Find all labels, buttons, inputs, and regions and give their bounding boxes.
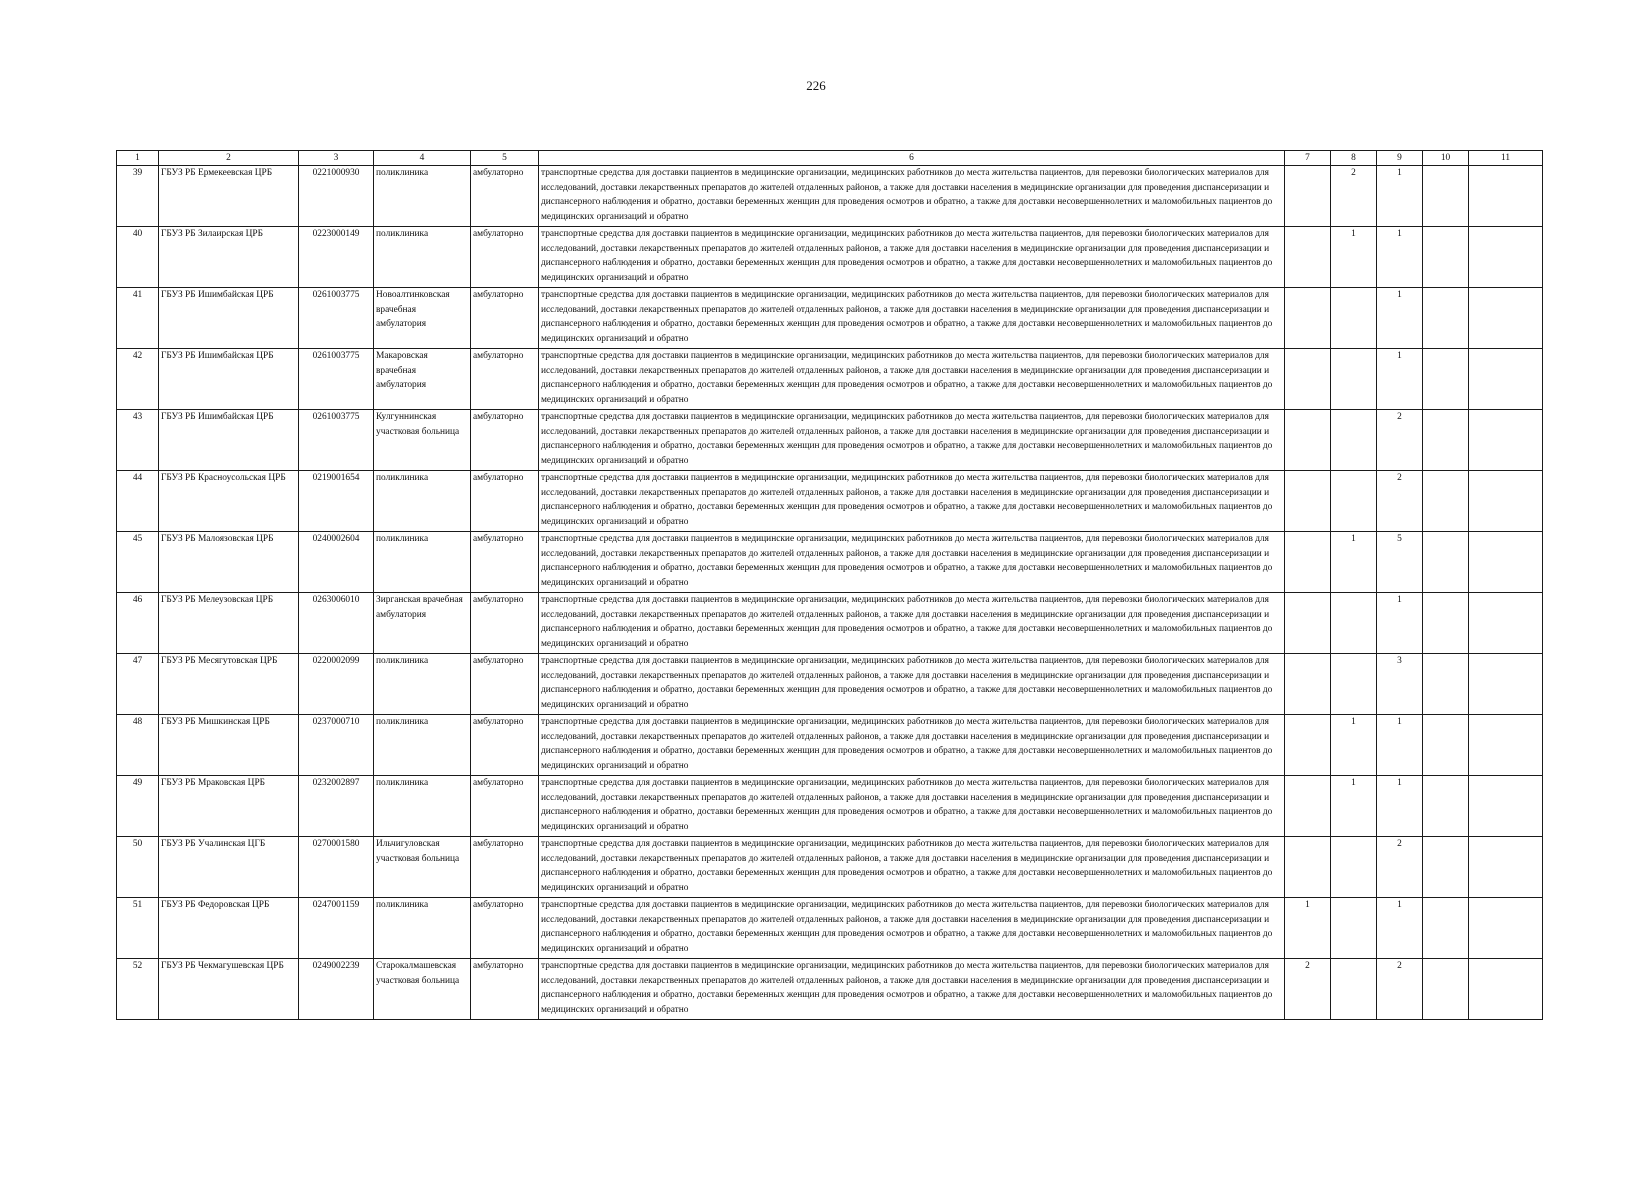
table-row	[117, 593, 1543, 654]
care-mode: амбулаторно	[471, 959, 539, 1020]
care-mode: амбулаторно	[471, 654, 539, 715]
count-col-9: 1	[1377, 776, 1423, 837]
unit-name: Старокалмашевская участковая больница	[374, 959, 471, 1020]
count-col-9: 2	[1377, 471, 1423, 532]
organization-code: 0263006010	[299, 593, 374, 654]
table-row	[117, 471, 1543, 532]
table-row	[117, 715, 1543, 776]
count-col-9: 1	[1377, 593, 1423, 654]
count-col-7: 2	[1285, 959, 1331, 1020]
count-col-11	[1469, 227, 1543, 288]
count-col-11	[1469, 288, 1543, 349]
count-col-8	[1331, 410, 1377, 471]
row-number: 44	[117, 471, 159, 532]
vehicle-purpose: транспортные средства для доставки пациентов в медицинские организации, медицинских работников до места жительства пациентов, для перевозки биологических материалов для исследований, доставки лекарственных препаратов до жителей отдаленных районов, а также для доставки населения в медицинские организации для проведения диспансеризации и диспансерного наблюдения и обратно, доставки беременных женщин для проведения осмотров и обратно, а также для доставки несовершеннолетних и маломобильных пациентов до медицинских организаций и обратно	[539, 166, 1285, 227]
count-col-7	[1285, 288, 1331, 349]
count-col-10	[1423, 593, 1469, 654]
row-number: 51	[117, 898, 159, 959]
count-col-10	[1423, 288, 1469, 349]
count-col-11	[1469, 776, 1543, 837]
count-col-10	[1423, 227, 1469, 288]
table-row	[117, 349, 1543, 410]
count-col-7: 1	[1285, 898, 1331, 959]
organization-name: ГБУЗ РБ Учалинская ЦГБ	[159, 837, 299, 898]
count-col-7	[1285, 349, 1331, 410]
count-col-9: 5	[1377, 532, 1423, 593]
unit-name: поликлиника	[374, 532, 471, 593]
vehicle-purpose: транспортные средства для доставки пациентов в медицинские организации, медицинских работников до места жительства пациентов, для перевозки биологических материалов для исследований, доставки лекарственных препаратов до жителей отдаленных районов, а также для доставки населения в медицинские организации для проведения диспансеризации и диспансерного наблюдения и обратно, доставки беременных женщин для проведения осмотров и обратно, а также для доставки несовершеннолетних и маломобильных пациентов до медицинских организаций и обратно	[539, 227, 1285, 288]
column-header-3: 3	[299, 151, 374, 166]
unit-name: Новоалтинковская врачебная амбулатория	[374, 288, 471, 349]
organization-code: 0221000930	[299, 166, 374, 227]
count-col-7	[1285, 593, 1331, 654]
vehicle-purpose: транспортные средства для доставки пациентов в медицинские организации, медицинских работников до места жительства пациентов, для перевозки биологических материалов для исследований, доставки лекарственных препаратов до жителей отдаленных районов, а также для доставки населения в медицинские организации для проведения диспансеризации и диспансерного наблюдения и обратно, доставки беременных женщин для проведения осмотров и обратно, а также для доставки несовершеннолетних и маломобильных пациентов до медицинских организаций и обратно	[539, 898, 1285, 959]
unit-name: поликлиника	[374, 776, 471, 837]
column-header-7: 7	[1285, 151, 1331, 166]
vehicle-purpose: транспортные средства для доставки пациентов в медицинские организации, медицинских работников до места жительства пациентов, для перевозки биологических материалов для исследований, доставки лекарственных препаратов до жителей отдаленных районов, а также для доставки населения в медицинские организации для проведения диспансеризации и диспансерного наблюдения и обратно, доставки беременных женщин для проведения осмотров и обратно, а также для доставки несовершеннолетних и маломобильных пациентов до медицинских организаций и обратно	[539, 837, 1285, 898]
care-mode: амбулаторно	[471, 532, 539, 593]
row-number: 52	[117, 959, 159, 1020]
care-mode: амбулаторно	[471, 288, 539, 349]
count-col-11	[1469, 898, 1543, 959]
organization-code: 0232002897	[299, 776, 374, 837]
vehicle-purpose: транспортные средства для доставки пациентов в медицинские организации, медицинских работников до места жительства пациентов, для перевозки биологических материалов для исследований, доставки лекарственных препаратов до жителей отдаленных районов, а также для доставки населения в медицинские организации для проведения диспансеризации и диспансерного наблюдения и обратно, доставки беременных женщин для проведения осмотров и обратно, а также для доставки несовершеннолетних и маломобильных пациентов до медицинских организаций и обратно	[539, 715, 1285, 776]
row-number: 50	[117, 837, 159, 898]
column-header-4: 4	[374, 151, 471, 166]
care-mode: амбулаторно	[471, 898, 539, 959]
table-row	[117, 959, 1543, 1020]
count-col-10	[1423, 349, 1469, 410]
count-col-10	[1423, 654, 1469, 715]
row-number: 40	[117, 227, 159, 288]
column-header-2: 2	[159, 151, 299, 166]
row-number: 39	[117, 166, 159, 227]
table-row	[117, 837, 1543, 898]
count-col-11	[1469, 349, 1543, 410]
care-mode: амбулаторно	[471, 715, 539, 776]
organization-code: 0240002604	[299, 532, 374, 593]
table-row	[117, 166, 1543, 227]
count-col-8: 1	[1331, 715, 1377, 776]
organization-code: 0249002239	[299, 959, 374, 1020]
organization-name: ГБУЗ РБ Мелеузовская ЦРБ	[159, 593, 299, 654]
column-header-9: 9	[1377, 151, 1423, 166]
count-col-7	[1285, 776, 1331, 837]
unit-name: Макаровская врачебная амбулатория	[374, 349, 471, 410]
count-col-9: 1	[1377, 288, 1423, 349]
column-header-10: 10	[1423, 151, 1469, 166]
count-col-10	[1423, 959, 1469, 1020]
count-col-11	[1469, 837, 1543, 898]
unit-name: поликлиника	[374, 654, 471, 715]
row-number: 49	[117, 776, 159, 837]
count-col-9: 2	[1377, 410, 1423, 471]
count-col-8	[1331, 593, 1377, 654]
care-mode: амбулаторно	[471, 837, 539, 898]
organization-name: ГБУЗ РБ Красноусольская ЦРБ	[159, 471, 299, 532]
table-row	[117, 776, 1543, 837]
unit-name: Кулгуннинская участковая больница	[374, 410, 471, 471]
organization-name: ГБУЗ РБ Зилаирская ЦРБ	[159, 227, 299, 288]
page-number: 226	[806, 78, 826, 93]
count-col-11	[1469, 959, 1543, 1020]
vehicle-purpose: транспортные средства для доставки пациентов в медицинские организации, медицинских работников до места жительства пациентов, для перевозки биологических материалов для исследований, доставки лекарственных препаратов до жителей отдаленных районов, а также для доставки населения в медицинские организации для проведения диспансеризации и диспансерного наблюдения и обратно, доставки беременных женщин для проведения осмотров и обратно, а также для доставки несовершеннолетних и маломобильных пациентов до медицинских организаций и обратно	[539, 471, 1285, 532]
count-col-8	[1331, 898, 1377, 959]
count-col-11	[1469, 715, 1543, 776]
organization-code: 0261003775	[299, 288, 374, 349]
organization-name: ГБУЗ РБ Ермекеевская ЦРБ	[159, 166, 299, 227]
row-number: 48	[117, 715, 159, 776]
organization-name: ГБУЗ РБ Ишимбайская ЦРБ	[159, 349, 299, 410]
count-col-7	[1285, 532, 1331, 593]
data-table	[116, 150, 1543, 1020]
count-col-8	[1331, 959, 1377, 1020]
count-col-8	[1331, 837, 1377, 898]
row-number: 42	[117, 349, 159, 410]
count-col-8	[1331, 349, 1377, 410]
count-col-8	[1331, 654, 1377, 715]
organization-code: 0261003775	[299, 410, 374, 471]
organization-code: 0223000149	[299, 227, 374, 288]
count-col-9: 1	[1377, 227, 1423, 288]
count-col-10	[1423, 410, 1469, 471]
care-mode: амбулаторно	[471, 349, 539, 410]
count-col-8: 2	[1331, 166, 1377, 227]
column-header-5: 5	[471, 151, 539, 166]
count-col-11	[1469, 410, 1543, 471]
count-col-8: 1	[1331, 227, 1377, 288]
count-col-9: 2	[1377, 959, 1423, 1020]
count-col-9: 1	[1377, 898, 1423, 959]
count-col-7	[1285, 166, 1331, 227]
count-col-10	[1423, 166, 1469, 227]
organization-name: ГБУЗ РБ Мишкинская ЦРБ	[159, 715, 299, 776]
care-mode: амбулаторно	[471, 471, 539, 532]
column-header-1: 1	[117, 151, 159, 166]
organization-code: 0247001159	[299, 898, 374, 959]
organization-name: ГБУЗ РБ Чекмагушевская ЦРБ	[159, 959, 299, 1020]
organization-name: ГБУЗ РБ Мраковская ЦРБ	[159, 776, 299, 837]
count-col-8	[1331, 288, 1377, 349]
count-col-11	[1469, 654, 1543, 715]
vehicle-purpose: транспортные средства для доставки пациентов в медицинские организации, медицинских работников до места жительства пациентов, для перевозки биологических материалов для исследований, доставки лекарственных препаратов до жителей отдаленных районов, а также для доставки населения в медицинские организации для проведения диспансеризации и диспансерного наблюдения и обратно, доставки беременных женщин для проведения осмотров и обратно, а также для доставки несовершеннолетних и маломобильных пациентов до медицинских организаций и обратно	[539, 349, 1285, 410]
row-number: 46	[117, 593, 159, 654]
vehicle-purpose: транспортные средства для доставки пациентов в медицинские организации, медицинских работников до места жительства пациентов, для перевозки биологических материалов для исследований, доставки лекарственных препаратов до жителей отдаленных районов, а также для доставки населения в медицинские организации для проведения диспансеризации и диспансерного наблюдения и обратно, доставки беременных женщин для проведения осмотров и обратно, а также для доставки несовершеннолетних и маломобильных пациентов до медицинских организаций и обратно	[539, 288, 1285, 349]
unit-name: Зирганская врачебная амбулатория	[374, 593, 471, 654]
count-col-7	[1285, 715, 1331, 776]
table-row	[117, 288, 1543, 349]
count-col-10	[1423, 837, 1469, 898]
count-col-9: 1	[1377, 715, 1423, 776]
count-col-11	[1469, 166, 1543, 227]
count-col-8	[1331, 471, 1377, 532]
unit-name: поликлиника	[374, 166, 471, 227]
count-col-10	[1423, 532, 1469, 593]
organization-code: 0270001580	[299, 837, 374, 898]
care-mode: амбулаторно	[471, 166, 539, 227]
count-col-10	[1423, 776, 1469, 837]
organization-code: 0237000710	[299, 715, 374, 776]
table-row	[117, 410, 1543, 471]
organization-name: ГБУЗ РБ Ишимбайская ЦРБ	[159, 288, 299, 349]
count-col-11	[1469, 532, 1543, 593]
unit-name: Ильчигуловская участковая больница	[374, 837, 471, 898]
table-row	[117, 898, 1543, 959]
count-col-9: 3	[1377, 654, 1423, 715]
vehicle-purpose: транспортные средства для доставки пациентов в медицинские организации, медицинских работников до места жительства пациентов, для перевозки биологических материалов для исследований, доставки лекарственных препаратов до жителей отдаленных районов, а также для доставки населения в медицинские организации для проведения диспансеризации и диспансерного наблюдения и обратно, доставки беременных женщин для проведения осмотров и обратно, а также для доставки несовершеннолетних и маломобильных пациентов до медицинских организаций и обратно	[539, 532, 1285, 593]
count-col-10	[1423, 715, 1469, 776]
count-col-10	[1423, 471, 1469, 532]
row-number: 41	[117, 288, 159, 349]
header-row	[117, 151, 1543, 166]
organization-code: 0219001654	[299, 471, 374, 532]
count-col-9: 1	[1377, 349, 1423, 410]
care-mode: амбулаторно	[471, 227, 539, 288]
column-header-11: 11	[1469, 151, 1543, 166]
unit-name: поликлиника	[374, 898, 471, 959]
column-header-6: 6	[539, 151, 1285, 166]
organization-name: ГБУЗ РБ Федоровская ЦРБ	[159, 898, 299, 959]
column-header-8: 8	[1331, 151, 1377, 166]
count-col-11	[1469, 593, 1543, 654]
count-col-8: 1	[1331, 532, 1377, 593]
table-row	[117, 532, 1543, 593]
count-col-7	[1285, 837, 1331, 898]
vehicle-purpose: транспортные средства для доставки пациентов в медицинские организации, медицинских работников до места жительства пациентов, для перевозки биологических материалов для исследований, доставки лекарственных препаратов до жителей отдаленных районов, а также для доставки населения в медицинские организации для проведения диспансеризации и диспансерного наблюдения и обратно, доставки беременных женщин для проведения осмотров и обратно, а также для доставки несовершеннолетних и маломобильных пациентов до медицинских организаций и обратно	[539, 959, 1285, 1020]
organization-name: ГБУЗ РБ Малоязовская ЦРБ	[159, 532, 299, 593]
count-col-10	[1423, 898, 1469, 959]
count-col-9: 2	[1377, 837, 1423, 898]
organization-code: 0261003775	[299, 349, 374, 410]
vehicle-purpose: транспортные средства для доставки пациентов в медицинские организации, медицинских работников до места жительства пациентов, для перевозки биологических материалов для исследований, доставки лекарственных препаратов до жителей отдаленных районов, а также для доставки населения в медицинские организации для проведения диспансеризации и диспансерного наблюдения и обратно, доставки беременных женщин для проведения осмотров и обратно, а также для доставки несовершеннолетних и маломобильных пациентов до медицинских организаций и обратно	[539, 593, 1285, 654]
organization-code: 0220002099	[299, 654, 374, 715]
table-row	[117, 227, 1543, 288]
table-row	[117, 654, 1543, 715]
row-number: 43	[117, 410, 159, 471]
care-mode: амбулаторно	[471, 410, 539, 471]
vehicle-purpose: транспортные средства для доставки пациентов в медицинские организации, медицинских работников до места жительства пациентов, для перевозки биологических материалов для исследований, доставки лекарственных препаратов до жителей отдаленных районов, а также для доставки населения в медицинские организации для проведения диспансеризации и диспансерного наблюдения и обратно, доставки беременных женщин для проведения осмотров и обратно, а также для доставки несовершеннолетних и маломобильных пациентов до медицинских организаций и обратно	[539, 654, 1285, 715]
unit-name: поликлиника	[374, 471, 471, 532]
count-col-7	[1285, 471, 1331, 532]
count-col-9: 1	[1377, 166, 1423, 227]
care-mode: амбулаторно	[471, 776, 539, 837]
organization-name: ГБУЗ РБ Ишимбайская ЦРБ	[159, 410, 299, 471]
unit-name: поликлиника	[374, 227, 471, 288]
vehicle-purpose: транспортные средства для доставки пациентов в медицинские организации, медицинских работников до места жительства пациентов, для перевозки биологических материалов для исследований, доставки лекарственных препаратов до жителей отдаленных районов, а также для доставки населения в медицинские организации для проведения диспансеризации и диспансерного наблюдения и обратно, доставки беременных женщин для проведения осмотров и обратно, а также для доставки несовершеннолетних и маломобильных пациентов до медицинских организаций и обратно	[539, 776, 1285, 837]
count-col-7	[1285, 410, 1331, 471]
row-number: 45	[117, 532, 159, 593]
row-number: 47	[117, 654, 159, 715]
count-col-7	[1285, 227, 1331, 288]
organization-name: ГБУЗ РБ Месягутовская ЦРБ	[159, 654, 299, 715]
count-col-8: 1	[1331, 776, 1377, 837]
vehicle-purpose: транспортные средства для доставки пациентов в медицинские организации, медицинских работников до места жительства пациентов, для перевозки биологических материалов для исследований, доставки лекарственных препаратов до жителей отдаленных районов, а также для доставки населения в медицинские организации для проведения диспансеризации и диспансерного наблюдения и обратно, доставки беременных женщин для проведения осмотров и обратно, а также для доставки несовершеннолетних и маломобильных пациентов до медицинских организаций и обратно	[539, 410, 1285, 471]
care-mode: амбулаторно	[471, 593, 539, 654]
count-col-11	[1469, 471, 1543, 532]
unit-name: поликлиника	[374, 715, 471, 776]
count-col-7	[1285, 654, 1331, 715]
